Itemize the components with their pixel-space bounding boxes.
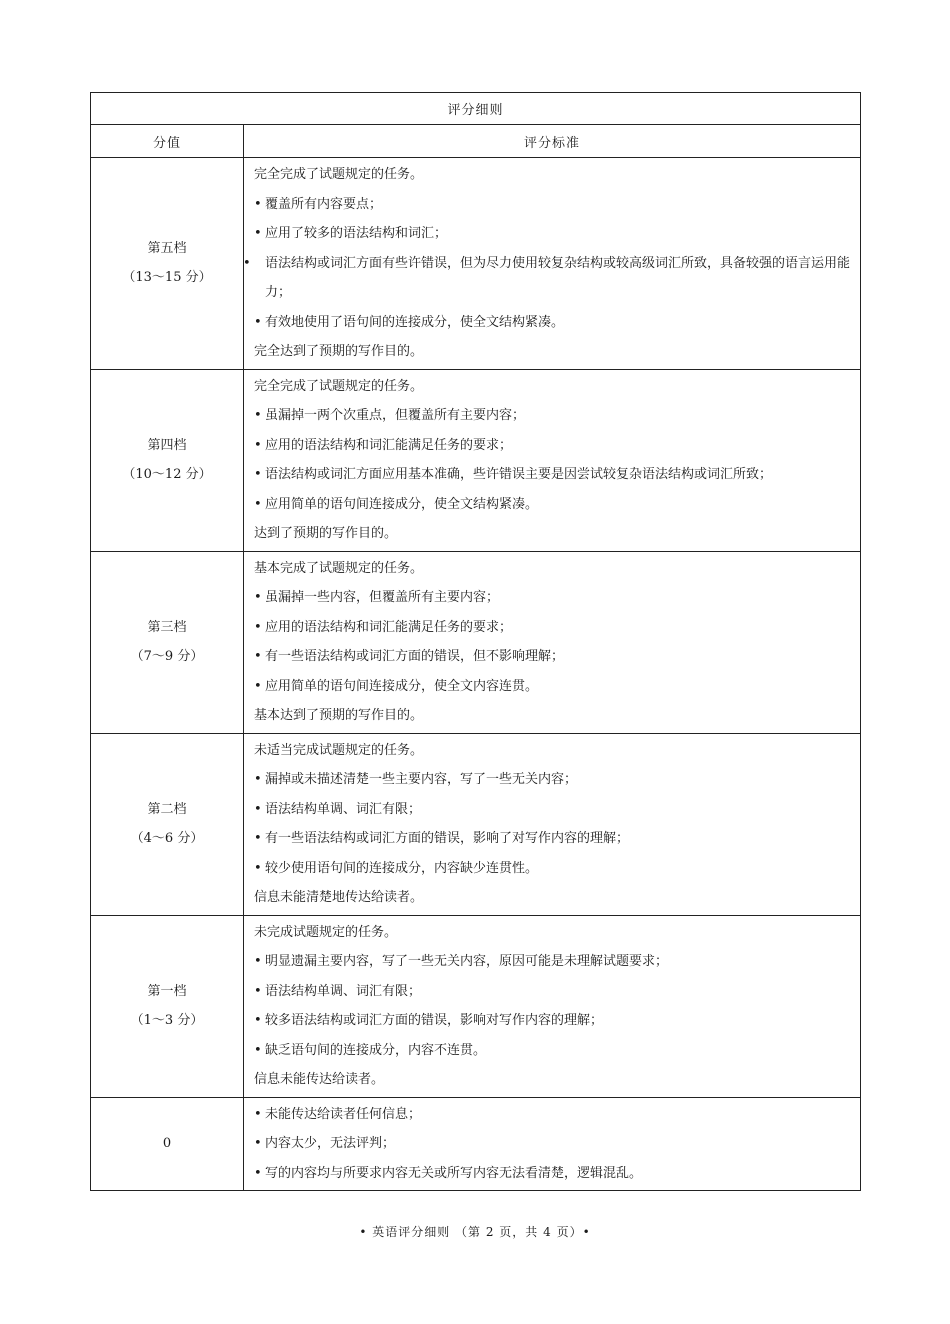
bullet-text: 虽漏掉一些内容，但覆盖所有主要内容； (265, 590, 500, 605)
bullet-icon: • (254, 983, 262, 999)
score-cell (91, 733, 244, 915)
bullet-icon: • (254, 314, 262, 330)
bullet-text: 语法结构或词汇方面应用基本准确，些许错误主要是因尝试较复杂语法结构或词汇所致； (265, 467, 773, 482)
bullet-text: 未能传达给读者任何信息； (265, 1106, 422, 1122)
criteria-bullet (254, 1129, 856, 1159)
grade-label: 0 (162, 1136, 172, 1152)
criteria-bullet (254, 219, 856, 249)
criteria-cell (244, 551, 861, 733)
grade-label: 第二档 (147, 802, 187, 817)
score-range: （1～3 分） (130, 1013, 204, 1028)
criteria-cell (244, 369, 861, 551)
criteria-cell (244, 1097, 861, 1191)
score-range: （7～9 分） (130, 649, 204, 664)
criteria-bullet (254, 1159, 856, 1189)
criteria-conclusion: 基本达到了预期的写作目的。 (254, 708, 424, 723)
bullet-icon: • (254, 437, 262, 453)
criteria-intro: 完全完成了试题规定的任务。 (254, 167, 424, 182)
bullet-icon: • (254, 860, 262, 876)
column-header-score: 分值 (91, 125, 244, 158)
criteria-bullet (254, 1100, 856, 1130)
bullet-icon: • (254, 496, 262, 512)
criteria-bullet (254, 613, 856, 643)
criteria-conclusion: 信息未能清楚地传达给读者。 (254, 890, 424, 905)
bullet-text: 较多语法结构或词汇方面的错误，影响对写作内容的理解； (265, 1013, 604, 1028)
bullet-text: 较少使用语句间的连接成分，内容缺少连贯性。 (265, 860, 539, 876)
bullet-icon: • (254, 196, 262, 212)
bullet-icon: • (254, 649, 262, 664)
score-cell (91, 915, 244, 1097)
table-row (91, 551, 861, 733)
criteria-intro: 基本完成了试题规定的任务。 (254, 560, 424, 576)
criteria-cell (244, 733, 861, 915)
bullet-icon: • (254, 226, 262, 241)
criteria-bullet (254, 824, 856, 854)
bullet-text: 应用的语法结构和词汇能满足任务的要求； (265, 619, 513, 635)
criteria-bullet (254, 401, 856, 431)
bullet-text: 有效地使用了语句间的连接成分，使全文结构紧凑。 (265, 314, 565, 330)
table-row (91, 369, 861, 551)
scoring-rubric-table (90, 92, 861, 1191)
criteria-conclusion: 信息未能传达给读者。 (254, 1072, 385, 1087)
bullet-text: 语法结构或词汇方面有些许错误，但为尽力使用较复杂结构或较高级词汇所致，具备较强的语言运用能力； (265, 255, 851, 300)
criteria-bullet (254, 583, 856, 613)
bullet-text: 缺乏语句间的连接成分，内容不连贯。 (265, 1042, 487, 1058)
criteria-bullet (254, 308, 856, 338)
criteria-conclusion: 完全达到了预期的写作目的。 (254, 344, 424, 359)
bullet-text: 应用简单的语句间连接成分，使全文结构紧凑。 (265, 496, 539, 512)
criteria-bullet (254, 947, 856, 977)
criteria-bullet (254, 190, 856, 220)
bullet-text: 虽漏掉一两个次重点，但覆盖所有主要内容； (265, 408, 526, 423)
criteria-intro: 未适当完成试题规定的任务。 (254, 742, 424, 758)
bullet-text: 内容太少，无法评判； (265, 1136, 396, 1151)
criteria-bullet (254, 460, 856, 490)
bullet-icon: • (254, 772, 262, 787)
criteria-cell (244, 158, 861, 370)
bullet-icon: • (254, 678, 262, 694)
score-range: （10～12 分） (122, 467, 212, 482)
rubric-body (91, 158, 861, 1191)
bullet-icon: • (254, 467, 262, 482)
criteria-bullet (254, 795, 856, 825)
criteria-bullet (243, 249, 856, 308)
bullet-text: 有一些语法结构或词汇方面的错误，但不影响理解； (265, 649, 565, 664)
score-cell (91, 158, 244, 370)
criteria-intro: 完全完成了试题规定的任务。 (254, 378, 424, 394)
criteria-bullet (254, 977, 856, 1007)
column-header-row (91, 125, 861, 158)
bullet-text: 覆盖所有内容要点； (265, 196, 383, 212)
bullet-text: 明显遗漏主要内容，写了一些无关内容，原因可能是未理解试题要求； (265, 954, 669, 969)
criteria-bullet (254, 1006, 856, 1036)
table-row (91, 915, 861, 1097)
bullet-text: 应用了较多的语法结构和词汇； (265, 226, 448, 241)
bullet-icon: • (254, 1042, 262, 1058)
bullet-text: 写的内容均与所要求内容无关或所写内容无法看清楚，逻辑混乱。 (265, 1165, 643, 1181)
bullet-icon: • (254, 1165, 262, 1181)
bullet-icon: • (254, 831, 262, 846)
bullet-icon: • (254, 1106, 262, 1122)
criteria-bullet (254, 672, 856, 702)
criteria-bullet (254, 765, 856, 795)
bullet-text: 语法结构单调、词汇有限； (265, 801, 422, 817)
bullet-icon: • (243, 255, 251, 271)
criteria-bullet (254, 431, 856, 461)
bullet-text: 应用的语法结构和词汇能满足任务的要求； (265, 437, 513, 453)
bullet-icon: • (254, 408, 262, 423)
score-range: （13～15 分） (122, 270, 212, 286)
table-title: 评分细则 (91, 93, 861, 125)
table-title-row (91, 93, 861, 125)
score-cell (91, 551, 244, 733)
bullet-icon: • (254, 590, 262, 605)
score-cell (91, 1097, 244, 1191)
bullet-text: 有一些语法结构或词汇方面的错误，影响了对写作内容的理解； (265, 831, 630, 846)
grade-label: 第四档 (147, 438, 187, 453)
criteria-conclusion: 达到了预期的写作目的。 (254, 526, 398, 541)
criteria-bullet (254, 642, 856, 672)
criteria-cell (244, 915, 861, 1097)
bullet-icon: • (254, 801, 262, 817)
bullet-icon: • (254, 1136, 262, 1151)
bullet-icon: • (254, 619, 262, 635)
bullet-text: 语法结构单调、词汇有限； (265, 983, 422, 999)
score-cell (91, 369, 244, 551)
table-row (91, 733, 861, 915)
table-row (91, 158, 861, 370)
criteria-bullet (254, 854, 856, 884)
bullet-icon: • (254, 954, 262, 969)
criteria-bullet (254, 1036, 856, 1066)
column-header-criteria: 评分标准 (244, 125, 861, 158)
criteria-bullet (254, 490, 856, 520)
grade-label: 第三档 (147, 620, 187, 635)
grade-label: 第一档 (147, 984, 187, 999)
bullet-text: 漏掉或未描述清楚一些主要内容，写了一些无关内容； (265, 772, 578, 787)
page-footer: • 英语评分细则 （第 2 页，共 4 页）• (359, 1225, 591, 1239)
bullet-text: 应用简单的语句间连接成分，使全文内容连贯。 (265, 678, 539, 694)
bullet-icon: • (254, 1013, 262, 1028)
table-row (91, 1097, 861, 1191)
grade-label: 第五档 (147, 241, 187, 257)
criteria-intro: 未完成试题规定的任务。 (254, 924, 398, 940)
score-range: （4～6 分） (130, 831, 204, 846)
